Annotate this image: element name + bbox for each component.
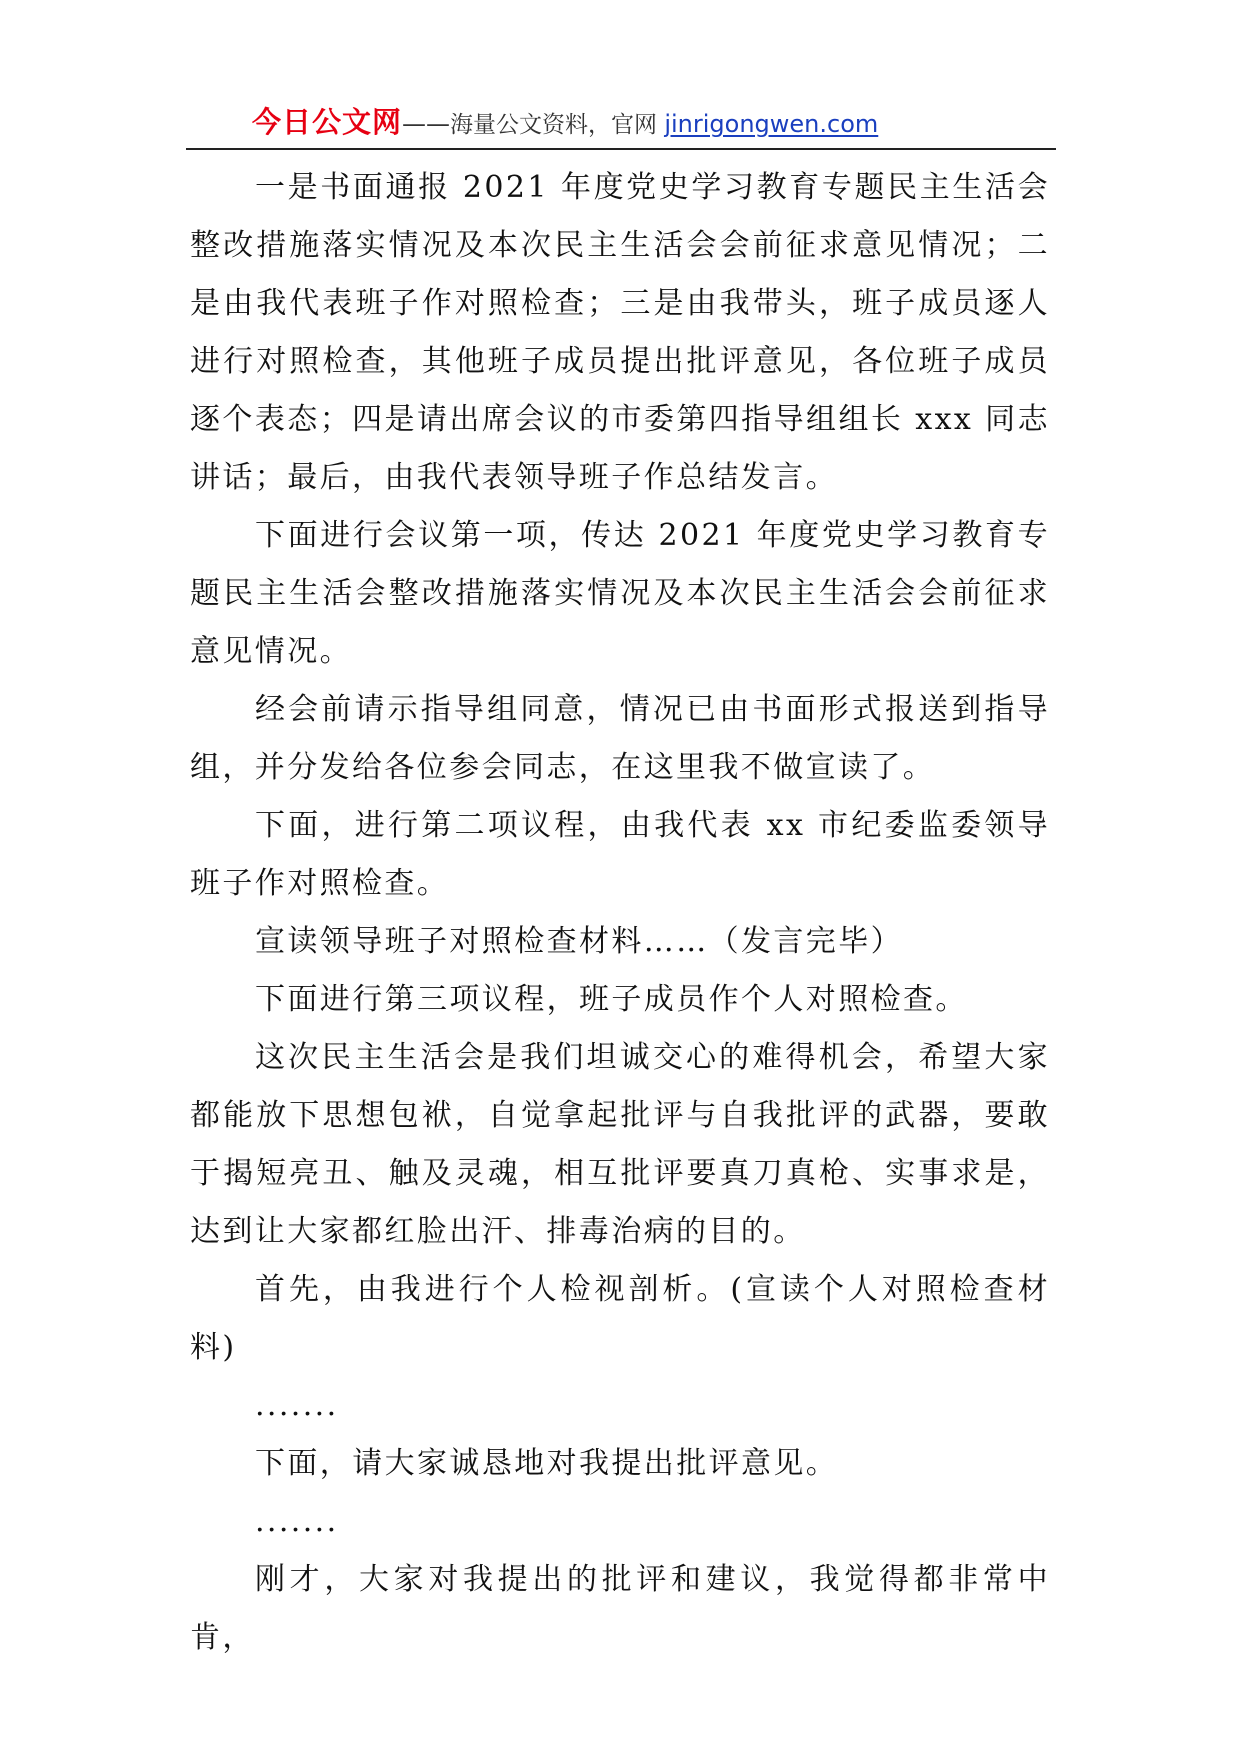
document-body xyxy=(190,159,1050,1667)
paragraph-agenda-overview: 一是书面通报 2021 年度党史学习教育专题民主生活会整改措施落实情况及本次民主生活会会前征求意见情况；二是由我代表班子作对照检查；三是由我带头，班子成员逐人进行对照检查，其他班子成员提出批评意见，各位班子成员逐个表态；四是请出席会议的市委第四指导组组长 xxx 同志讲话；最后，由我代表领导班子作总结发言。 xyxy=(190,170,1050,495)
paragraph-item-one: 下面进行会议第一项，传达 2021 年度党史学习教育专题民主生活会整改措施落实情况及本次民主生活会会前征求意见情况。 xyxy=(190,518,1050,669)
paragraph-request-criticism: 下面，请大家诚恳地对我提出批评意见。 xyxy=(255,1446,839,1481)
paragraph-read-material: 宣读领导班子对照检查材料……（发言完毕） xyxy=(255,924,903,959)
paragraph-exhortation: 这次民主生活会是我们坦诚交心的难得机会，希望大家都能放下思想包袱，自觉拿起批评与自我批评的武器，要敢于揭短亮丑、触及灵魂，相互批评要真刀真枪、实事求是，达到让大家都红脸出汗、排毒治病的目的。 xyxy=(190,1040,1050,1249)
brand-logo-text: 今日公文网 xyxy=(252,105,403,139)
header-dash: —— xyxy=(402,110,451,138)
paragraph-response: 刚才，大家对我提出的批评和建议，我觉得都非常中肯， xyxy=(190,1562,1050,1655)
header-tagline: 海量公文资料，官网 xyxy=(450,112,665,138)
paragraph-self-review: 首先，由我进行个人检视剖析。(宣读个人对照检查材料) xyxy=(190,1272,1050,1365)
paragraph-ellipsis-2: ....... xyxy=(255,1504,339,1539)
page-header xyxy=(186,100,1056,150)
paragraph-item-three: 下面进行第三项议程，班子成员作个人对照检查。 xyxy=(255,982,968,1017)
paragraph-item-two: 下面，进行第二项议程，由我代表 xx 市纪委监委领导班子作对照检查。 xyxy=(190,808,1050,901)
paragraph-ellipsis-1: ....... xyxy=(255,1388,339,1423)
header-line xyxy=(252,104,878,145)
paragraph-written-report: 经会前请示指导组同意，情况已由书面形式报送到指导组，并分发给各位参会同志，在这里我不做宣读了。 xyxy=(190,692,1050,785)
website-link[interactable]: jinrigongwen.com xyxy=(664,110,879,138)
